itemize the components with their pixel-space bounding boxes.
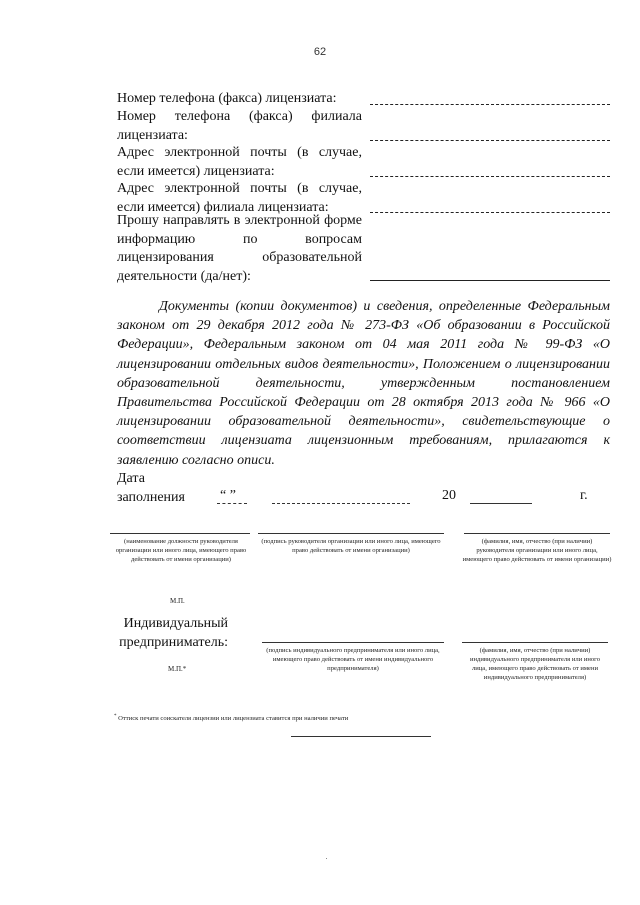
documents-paragraph: Документы (копии документов) и сведения, определенные Федеральным законом от 29 декабря 2012 года № 273-ФЗ «Об образовании в Российской Федерации», Федеральным законом от 04 мая 2011 года № 99-ФЗ «О лицензировании отдельных видов деятельности», Положением о лицензировании образовательной деятельности, утвержденным постановлением Правительства Российской Федерации от 28 октября 2013 года № 966 «О лицензировании образовательной деятельности», свидетельствующие о соответствии лицензиата лицензионным требованиям, прилагаются к заявлению согласно описи. [117,299,610,468]
phone-licensee-line[interactable] [370,104,610,105]
entrepreneur-label: Индивидуальный предприниматель: [119,616,228,650]
date-label-line1: Дата [117,471,145,486]
footnote-marker: * [114,714,117,719]
email-branch-line[interactable] [370,212,610,213]
date-year-suffix: г. [580,488,588,503]
phone-licensee-label: Номер телефона (факса) лицензиата: [117,91,337,106]
scan-dot [326,858,327,859]
footnote [114,714,348,722]
electronic-info-label: Прошу направлять в электронной форме информацию по вопросам лицензирования образовательной деятельности (да/нет): [117,213,362,284]
date-month-line[interactable] [272,503,410,504]
org-name-caption: (фамилия, имя, отчество (при наличии) руководителя организации или иного лица, имеющего право действовать от имени организации) [462,538,612,563]
date-day-quotes: “ ” [220,488,236,503]
footnote-text: Оттиск печати соискателя лицензии или лицензиата ставится при наличии печати [118,715,349,723]
phone-branch-line[interactable] [370,140,610,141]
date-label-line2: заполнения [117,489,185,505]
date-year-line[interactable] [470,503,532,504]
electronic-info-line[interactable] [370,280,610,281]
phone-branch-label: Номер телефона (факса) филиала лицензиата: [117,109,362,143]
ip-name-caption: (фамилия, имя, отчество (при наличии) индивидуального предпринимателя или иного лица, имеющего право действовать от имени индивидуального предпринимателя) [469,647,601,681]
org-name-line[interactable] [464,533,610,534]
org-signature-caption: (подпись руководителя организации или иного лица, имеющего право действовать от имени организации) [261,538,441,554]
org-position-caption: (наименование должности руководителя организации или иного лица, имеющего право действовать от имени организации) [115,538,247,563]
page-number: 62 [313,46,327,58]
org-stamp-place: М.П. [170,597,185,605]
date-year-prefix: 20 [442,488,456,503]
email-branch-label: Адрес электронной почты (в случае, если имеется) филиала лицензиата: [117,181,362,215]
org-position-line[interactable] [110,533,250,534]
footnote-underline [291,736,431,737]
date-day-line[interactable] [217,503,247,504]
email-licensee-line[interactable] [370,176,610,177]
email-licensee-label: Адрес электронной почты (в случае, если имеется) лицензиата: [117,145,362,179]
ip-stamp-place: М.П.* [168,665,187,673]
ip-signature-caption: (подпись индивидуального предпринимателя или иного лица, имеющего право действовать от имени индивидуального предпринимателя) [266,647,440,672]
org-signature-line[interactable] [258,533,444,534]
ip-signature-line[interactable] [262,642,444,643]
ip-name-line[interactable] [462,642,608,643]
date-label [117,470,185,507]
